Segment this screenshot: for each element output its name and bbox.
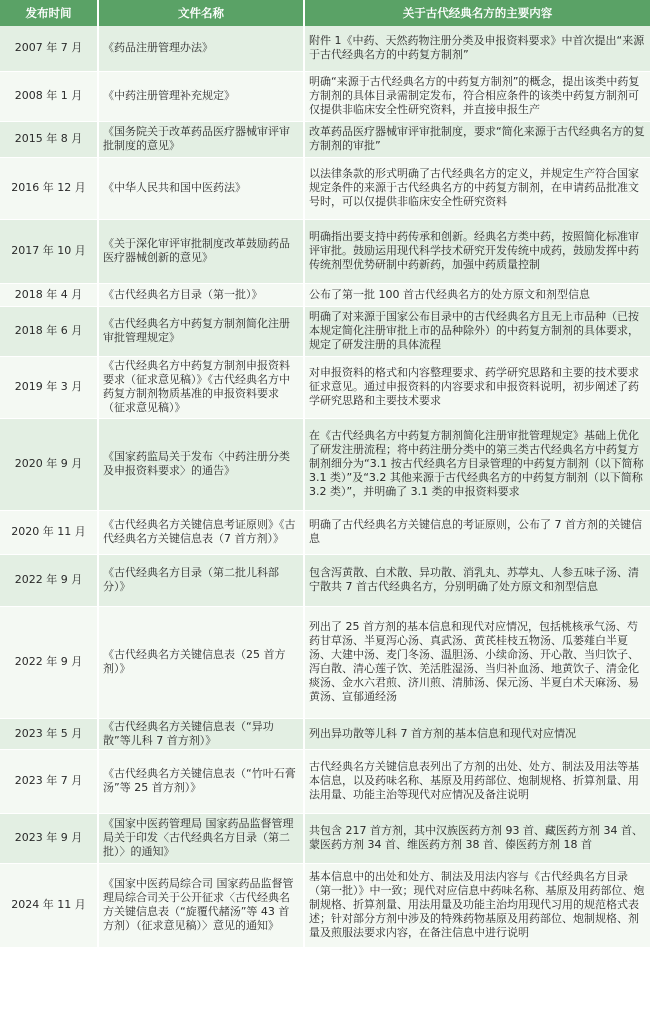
table-row: [0, 283, 650, 306]
cell-content: 明确了对来源于国家公布目录中的古代经典名方且无上市品种（已按本规定简化注册审批上市的品种除外）的中药复方制剂的具体要求，规定了研发注册的具体流程: [304, 306, 650, 356]
cell-content: 古代经典名方关键信息表列出了方剂的出处、处方、制法及用法等基本信息，以及药味名称、基原及用药部位、炮制规格、折算剂量、用法用量、功能主治等现代对应情况及备注说明: [304, 749, 650, 813]
table-row: [0, 219, 650, 283]
cell-date: 2008 年 1 月: [0, 71, 98, 121]
table-row: [0, 71, 650, 121]
cell-date: 2019 年 3 月: [0, 356, 98, 418]
cell-date: 2018 年 6 月: [0, 306, 98, 356]
cell-content: 公布了第一批 100 首古代经典名方的处方原文和剂型信息: [304, 283, 650, 306]
cell-document: 《古代经典名方关键信息表（“竹叶石膏汤”等 25 首方剂）》: [98, 749, 304, 813]
cell-document: 《关于深化审评审批制度改革鼓励药品医疗器械创新的意见》: [98, 219, 304, 283]
table-row: [0, 510, 650, 554]
table-row: [0, 718, 650, 749]
cell-date: 2023 年 5 月: [0, 718, 98, 749]
table-row: [0, 863, 650, 947]
cell-document: 《国务院关于改革药品医疗器械审评审批制度的意见》: [98, 121, 304, 157]
cell-date: 2024 年 11 月: [0, 863, 98, 947]
cell-date: 2016 年 12 月: [0, 157, 98, 219]
cell-document: 《古代经典名方关键信息表（“异功散”等儿科 7 首方剂）》: [98, 718, 304, 749]
cell-content: 明确“来源于古代经典名方的中药复方制剂”的概念，提出该类中药复方制剂的具体目录需制定发布，符合相应条件的该类中药复方制剂可仅提供非临床安全性研究资料，并直接申报生产: [304, 71, 650, 121]
table-row: [0, 121, 650, 157]
cell-date: 2023 年 9 月: [0, 813, 98, 863]
cell-content: 附件 1《中药、天然药物注册分类及申报资料要求》中首次提出“来源于古代经典名方的中药复方制剂”: [304, 26, 650, 71]
table-row: [0, 306, 650, 356]
cell-content: 共包含 217 首方剂，其中汉族医药方剂 93 首、藏医药方剂 34 首、蒙医药方剂 34 首、维医药方剂 38 首、傣医药方剂 18 首: [304, 813, 650, 863]
header-content: 关于古代经典名方的主要内容: [304, 0, 650, 26]
cell-content: 基本信息中的出处和处方、制法及用法内容与《古代经典名方目录（第一批）》中一致；现代对应信息中药味名称、基原及用药部位、炮制规格、折算剂量、用法用量及功能主治均用现代习用的规范格式表述；针对部分方剂中涉及的特殊药物基原及用药部位、炮制规格、剂量及煎服法要求内容，在备注信息中进行说明: [304, 863, 650, 947]
cell-content: 改革药品医疗器械审评审批制度，要求“简化来源于古代经典名方的复方制剂的审批”: [304, 121, 650, 157]
cell-date: 2020 年 9 月: [0, 418, 98, 510]
cell-date: 2022 年 9 月: [0, 554, 98, 606]
table-row: [0, 356, 650, 418]
cell-document: 《国家药监局关于发布〈中药注册分类及申报资料要求〉的通告》: [98, 418, 304, 510]
cell-content: 明确了古代经典名方关键信息的考证原则，公布了 7 首方剂的关键信息: [304, 510, 650, 554]
cell-document: 《古代经典名方关键信息表（25 首方剂）》: [98, 606, 304, 718]
cell-date: 2015 年 8 月: [0, 121, 98, 157]
cell-date: 2023 年 7 月: [0, 749, 98, 813]
cell-document: 《古代经典名方目录（第二批儿科部分）》: [98, 554, 304, 606]
header-document: 文件名称: [98, 0, 304, 26]
cell-content: 明确指出要支持中药传承和创新。经典名方类中药，按照简化标准审评审批。鼓励运用现代科学技术研究开发传统中成药，鼓励发挥中药传统剂型优势研制中药新药，加强中药质量控制: [304, 219, 650, 283]
cell-document: 《古代经典名方关键信息考证原则》《古代经典名方关键信息表（7 首方剂）》: [98, 510, 304, 554]
cell-document: 《古代经典名方中药复方制剂申报资料要求（征求意见稿）》《古代经典名方中药复方制剂物质基准的申报资料要求（征求意见稿）》: [98, 356, 304, 418]
table-row: [0, 26, 650, 71]
table-row: [0, 606, 650, 718]
cell-document: 《古代经典名方目录（第一批）》: [98, 283, 304, 306]
cell-document: 《药品注册管理办法》: [98, 26, 304, 71]
table-row: [0, 418, 650, 510]
cell-content: 在《古代经典名方中药复方制剂简化注册审批管理规定》基础上优化了研发注册流程；将中药注册分类中的第三类古代经典名方中药复方制剂细分为“3.1 按古代经典名方目录管理的中药复方制剂（以下简称 3.1 类）”及“3.2 其他来源于古代经典名方的中药复方制剂（以下简称 3.2 类）”，并明确了 3.1 类的申报资料要求: [304, 418, 650, 510]
cell-content: 包含泻黄散、白术散、异功散、消乳丸、苏葶丸、人参五味子汤、清宁散共 7 首古代经典名方，分别明确了处方原文和剂型信息: [304, 554, 650, 606]
table-row: [0, 554, 650, 606]
cell-date: 2022 年 9 月: [0, 606, 98, 718]
cell-date: 2018 年 4 月: [0, 283, 98, 306]
cell-document: 《古代经典名方中药复方制剂简化注册审批管理规定》: [98, 306, 304, 356]
header-row: [0, 0, 650, 26]
cell-document: 《国家中医药管理局 国家药品监督管理局关于印发〈古代经典名方目录（第二批）〉的通知》: [98, 813, 304, 863]
table-body: [0, 26, 650, 947]
cell-document: 《国家中医药局综合司 国家药品监督管理局综合司关于公开征求〈古代经典名方关键信息表（“旋覆代赭汤”等 43 首方剂）（征求意见稿）〉意见的通知》: [98, 863, 304, 947]
table-header: [0, 0, 650, 26]
cell-document: 《中药注册管理补充规定》: [98, 71, 304, 121]
header-date: 发布时间: [0, 0, 98, 26]
table-row: [0, 157, 650, 219]
cell-content: 以法律条款的形式明确了古代经典名方的定义，并规定生产符合国家规定条件的来源于古代经典名方的中药复方制剂，在申请药品批准文号时，可以仅提供非临床安全性研究资料: [304, 157, 650, 219]
cell-date: 2020 年 11 月: [0, 510, 98, 554]
cell-content: 列出了 25 首方剂的基本信息和现代对应情况，包括桃核承气汤、芍药甘草汤、半夏泻心汤、真武汤、黄芪桂枝五物汤、瓜蒌薤白半夏汤、大建中汤、麦门冬汤、温胆汤、小续命汤、开心散、当归饮子、泻白散、清心莲子饮、羌活胜湿汤、当归补血汤、地黄饮子、清金化痰汤、金水六君煎、济川煎、清肺汤、保元汤、半夏白术天麻汤、易黄汤、宣郁通经汤: [304, 606, 650, 718]
cell-content: 列出异功散等儿科 7 首方剂的基本信息和现代对应情况: [304, 718, 650, 749]
cell-date: 2007 年 7 月: [0, 26, 98, 71]
cell-date: 2017 年 10 月: [0, 219, 98, 283]
table-row: [0, 813, 650, 863]
cell-content: 对申报资料的格式和内容整理要求、药学研究思路和主要的技术要求征求意见。通过申报资料的内容要求和申报资料说明，初步阐述了药学研究思路和主要技术要求: [304, 356, 650, 418]
cell-document: 《中华人民共和国中医药法》: [98, 157, 304, 219]
table-row: [0, 749, 650, 813]
